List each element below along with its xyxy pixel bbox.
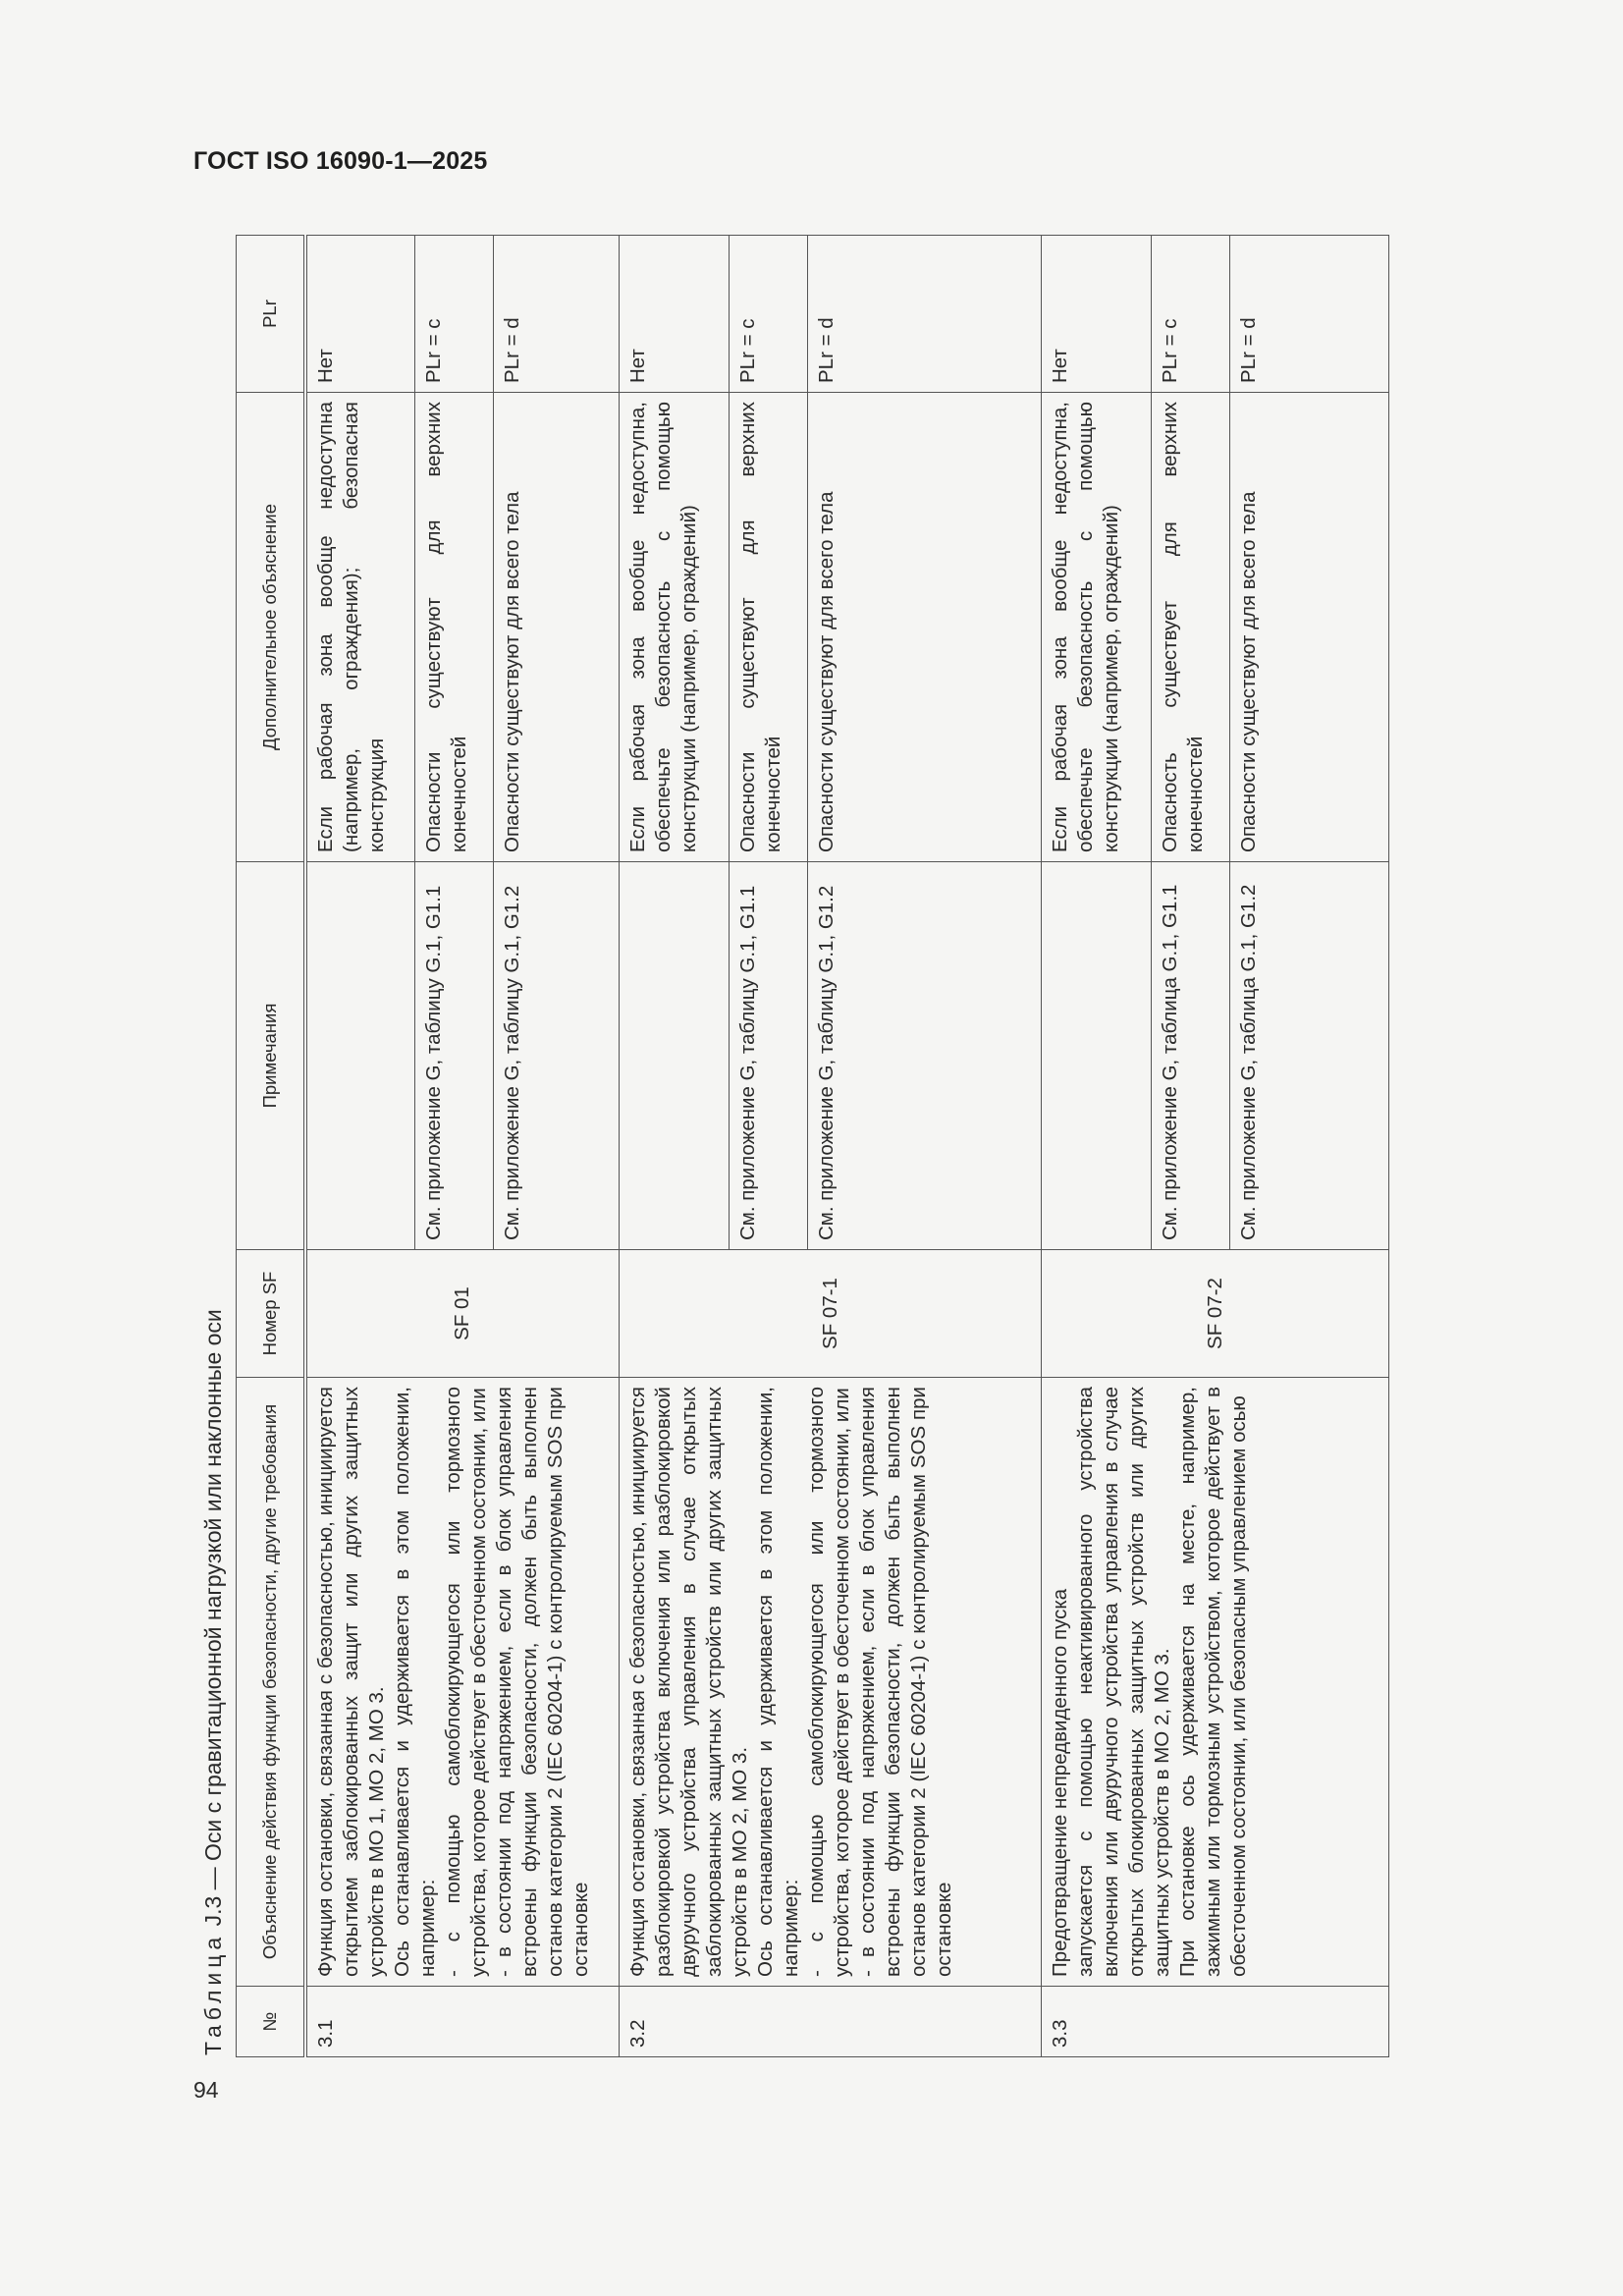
explanation-line: запускается с помощью неактивированного устройства включения или двуручного устройства управления в случае открытых блокированных защитных устройств или других защитных устройств в МО 2, МО 3.: [1074, 1387, 1173, 1977]
plr-cell: Нет: [305, 236, 415, 393]
extra-explanation-cell: Если рабочая зона вообще недоступна, обеспечьте безопасность с помощью конструкции (например, ограждений): [1042, 393, 1152, 862]
column-header-explanation: Объяснение действия функции безопасности, другие требования: [237, 1378, 305, 1987]
function-explanation: [1042, 1378, 1389, 1987]
extra-explanation-cell: Если рабочая зона вообще недоступна, обеспечьте безопасность с помощью конструкции (например, ограждений): [620, 393, 730, 862]
plr-cell: Нет: [620, 236, 730, 393]
explanation-line: Предотвращение непредвиденного пуска: [1049, 1588, 1071, 1977]
note-cell: См. приложение G, таблицу G.1, G1.2: [808, 862, 1042, 1250]
explanation-line: Функция остановки, связанная с безопасностью, инициируется открытием заблокированных защит или других защитных устройств в МО 1, МО 2, МО 3.: [313, 1387, 388, 1977]
extra-explanation-cell: Опасности существуют для всего тела: [1230, 393, 1389, 862]
extra-explanation-cell: Опасности существуют для всего тела: [494, 393, 620, 862]
page-number: 94: [193, 2077, 219, 2103]
explanation-line: Функция остановки, связанная с безопасностью, инициируется разблокировкой устройства включения или разблокировкой двуручного устройства управления в случае открытых заблокированных защитных устройств или других защитных устройств в МО 2, МО 3.: [626, 1387, 751, 1977]
plr-cell: Нет: [1042, 236, 1152, 393]
note-cell: [305, 862, 415, 1250]
plr-cell: PLr = c: [730, 236, 808, 393]
column-header-notes: Примечания: [237, 862, 305, 1250]
extra-explanation-cell: Если рабочая зона вообще недоступна (например, ограждения); безопасная конструкция: [305, 393, 415, 862]
table-row: [620, 236, 730, 2057]
note-cell: См. приложение G, таблицу G.1, G1.2: [494, 862, 620, 1250]
plr-cell: PLr = d: [1230, 236, 1389, 393]
explanation-line: - в состоянии под напряжением, если в блок управления встроены функции безопасности, должен быть выполнен останов категории 2 (IEC 60204-1) с контролируемым SOS при остановке: [492, 1387, 592, 1977]
table-caption-title: J.3 — Оси с гравитационной нагрузкой или наклонные оси: [200, 1309, 226, 1927]
rotated-table-area: [191, 221, 1488, 2057]
column-header-plr: PLr: [237, 236, 305, 393]
table-row: [1042, 236, 1152, 2057]
explanation-line: Ось останавливается и удерживается в этом положении, например:: [390, 1387, 439, 1977]
row-number: 3.3: [1042, 1987, 1389, 2057]
row-number: 3.1: [305, 1987, 620, 2057]
extra-explanation-cell: Опасности существуют для верхних конечностей: [415, 393, 494, 862]
column-header-extra: Дополнительное объяснение: [237, 393, 305, 862]
plr-cell: PLr = d: [808, 236, 1042, 393]
plr-cell: PLr = c: [415, 236, 494, 393]
column-header-number: №: [237, 1987, 305, 2057]
extra-explanation-cell: Опасности существуют для верхних конечностей: [730, 393, 808, 862]
explanation-line: - с помощью самоблокирующегося или тормозного устройства, которое действует в обесточенном состоянии, или: [441, 1387, 490, 1977]
table-row: [305, 236, 415, 2057]
table-caption: [191, 221, 236, 2057]
explanation-line: - с помощью самоблокирующегося или тормозного устройства, которое действует в обесточенном состоянии, или: [805, 1387, 853, 1977]
column-header-sf: Номер SF: [237, 1250, 305, 1378]
note-cell: См. приложение G, таблицу G.1, G1.1: [730, 862, 808, 1250]
document-header: ГОСТ ISO 16090-1—2025: [193, 147, 488, 175]
note-cell: [620, 862, 730, 1250]
plr-cell: PLr = d: [494, 236, 620, 393]
row-number: 3.2: [620, 1987, 1042, 2057]
table-header-row: [237, 236, 305, 2057]
note-cell: См. приложение G, таблицу G.1, G1.1: [415, 862, 494, 1250]
sf-number: SF 01: [305, 1250, 620, 1378]
explanation-line: При остановке ось удерживается на месте, например, зажимным или тормозным устройством, которое действует в обесточенном состоянии, или безопасным управлением осью: [1176, 1387, 1250, 1977]
sf-number: SF 07-1: [620, 1250, 1042, 1378]
table-j3: [236, 235, 1389, 2057]
explanation-line: Ось останавливается и удерживается в этом положении, например:: [754, 1387, 802, 1977]
plr-cell: PLr = c: [1152, 236, 1230, 393]
function-explanation: [305, 1378, 620, 1987]
explanation-line: - в состоянии под напряжением, если в блок управления встроены функции безопасности, должен быть выполнен останов категории 2 (IEC 60204-1) с контролируемым SOS при остановке: [856, 1387, 955, 1977]
extra-explanation-cell: Опасность существует для верхних конечностей: [1152, 393, 1230, 862]
table-caption-prefix: Таблица: [200, 1932, 226, 2055]
function-explanation: [620, 1378, 1042, 1987]
note-cell: См. приложение G, таблица G.1, G1.1: [1152, 862, 1230, 1250]
extra-explanation-cell: Опасности существуют для всего тела: [808, 393, 1042, 862]
sf-number: SF 07-2: [1042, 1250, 1389, 1378]
note-cell: [1042, 862, 1152, 1250]
note-cell: См. приложение G, таблица G.1, G1.2: [1230, 862, 1389, 1250]
